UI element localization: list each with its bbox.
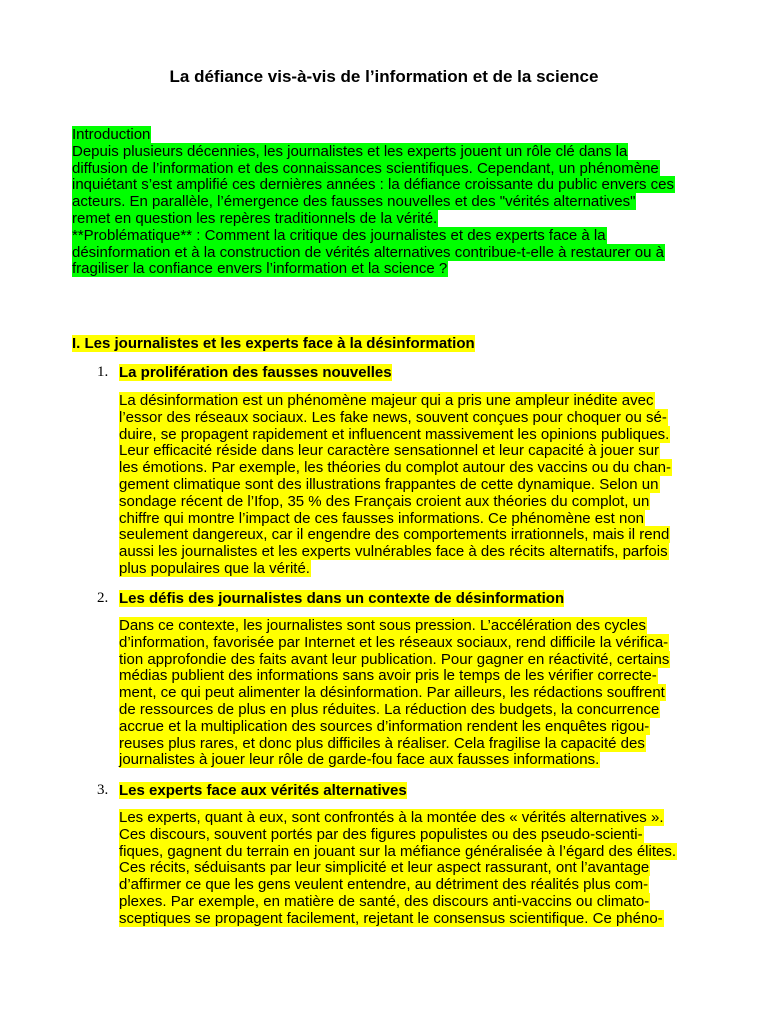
intro-line: acteurs. En parallèle, l’émergence des fausses nouvelles et des "vérités alternatives" [72,193,636,211]
intro-line: désinformation et à la construction de vérités alternatives contribue-t-elle à restaurer ou à [72,243,664,261]
list-item-paragraph: La désinformation est un phénomène majeur qui a pris une ampleur inédite avec l’essor des réseaux sociaux. Les fake news, souvent conçues pour choquer ou sé- duire, se propagent rapidement et influencent massivement les opinions publiques. Leur efficacité réside dans leur caractère sensationnel et leur capacité à jouer sur les émotions. Par exemple, les théories du complot autour des vaccins ou du chan- gement climatique sont des illustrations frappantes de cette dynamique. Selon un sondage récent de l’Ifop, 35 % des Français croient aux théories du complot, un chiffre qui montre l’impact de ces fausses informations. Ce phénomène est non seulement dangereux, car il engendre des comportements irrationnels, mais il rend aussi les journalistes et les experts vulnérables face à des récits alternatifs, parfois plus populaires que la vérité. [119,392,671,577]
section-heading: I. Les journalistes et les experts face à la désinformation [72,335,475,352]
list-item-title: La prolifération des fausses nouvelles [119,364,392,381]
list-item-number: 1. [97,364,109,380]
intro-line: fragiliser la confiance envers l’information et la science ? [72,260,448,278]
intro-line: Depuis plusieurs décennies, les journalistes et les experts jouent un rôle clé dans la [72,142,628,160]
intro-line: remet en question les repères traditionnels de la vérité. [72,209,438,227]
introduction-block [72,127,712,278]
list-item-paragraph: Dans ce contexte, les journalistes sont sous pression. L’accélération des cycles d’information, favorisée par Internet et les réseaux sociaux, rend difficile la vérifica- tion approfondie des faits avant leur publication. Pour gagner en réactivité, certains médias publient des informations sans avoir pris le temps de les vérifier correcte- ment, ce qui peut alimenter la désinformation. Par ailleurs, les rédactions souffrent de ressources de plus en plus réduites. La réduction des budgets, la concurrence accrue et la multiplication des sources d’information rendent les enquêtes rigou- reuses plus rares, et donc plus difficiles à réaliser. Cela fragilise la capacité des journalistes à jouer leur rôle de garde-fou face aux fausses informations. [119,617,670,769]
list-item-title: Les défis des journalistes dans un contexte de désinformation [119,590,565,607]
intro-line: inquiétant s’est amplifié ces dernières années : la défiance croissante du public envers ces [72,176,675,194]
intro-line: **Problématique** : Comment la critique des journalistes et des experts face à la [72,226,606,244]
list-item-number: 3. [97,782,109,798]
document-title: La défiance vis-à-vis de l’information et de la science [169,67,599,86]
list-item-title: Les experts face aux vérités alternatives [119,782,407,799]
list-item-number: 2. [97,590,109,606]
intro-line: diffusion de l’information et des connaissances scientifiques. Cependant, un phénomène [72,159,659,177]
list-item-paragraph: Les experts, quant à eux, sont confrontés à la montée des « vérités alternatives ». Ces discours, souvent portés par des figures populistes ou des pseudo-scienti- fiques, gagnent du terrain en jouant sur la méfiance généralisée à l’égard des élites. Ces récits, séduisants par leur simplicité et leur aspect rassurant, ont l’avantage d’affirmer ce que les gens veulent entendre, au détriment des réalités plus com- plexes. Par exemple, en matière de santé, des discours anti-vaccins ou climato- sceptiques se propagent facilement, rejetant le consensus scientifique. Ce phéno- [119,809,677,927]
intro-line: Introduction [72,126,151,143]
